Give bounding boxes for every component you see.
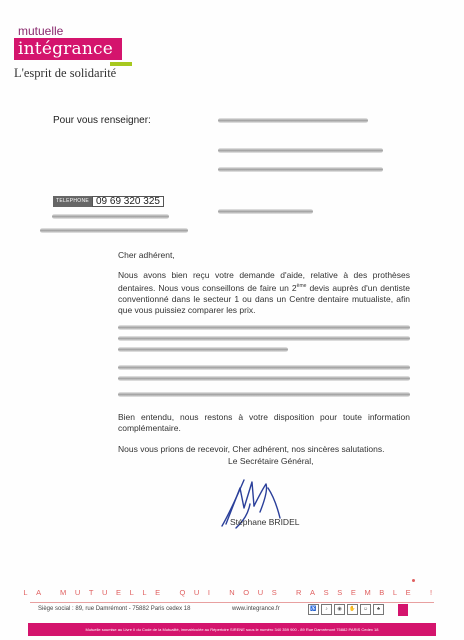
paragraph-3: Nous vous prions de recevoir, Cher adhérent, nos sincères salutations. bbox=[118, 444, 385, 454]
redacted-line bbox=[118, 336, 410, 341]
vision-icon: ◉ bbox=[334, 604, 345, 615]
redacted-line bbox=[218, 148, 383, 153]
paragraph-1-start: Nous avons bien reçu votre demande d'aide, relative à des prothèses dentaires. Nous vous conseillons de faire un 2 bbox=[118, 270, 410, 293]
certification-icon bbox=[398, 604, 408, 616]
footer-divider bbox=[30, 602, 434, 603]
redacted-line bbox=[118, 392, 410, 397]
redacted-line bbox=[118, 347, 288, 352]
logo-tagline: L'esprit de solidarité bbox=[14, 66, 117, 80]
redacted-line bbox=[218, 209, 313, 214]
footer-motto: LA MUTUELLE QUI NOUS RASSEMBLE ! bbox=[23, 588, 441, 597]
ordinal-suffix: ème bbox=[296, 283, 307, 289]
phone-tag: TELEPHONE bbox=[53, 196, 92, 207]
cognitive-icon: ☺ bbox=[360, 604, 371, 615]
redacted-line bbox=[118, 376, 410, 381]
footer-website: www.integrance.fr bbox=[232, 606, 280, 612]
hearing-icon: ♪ bbox=[321, 604, 332, 615]
signatory-title: Le Secrétaire Général, bbox=[228, 456, 314, 466]
info-label: Pour vous renseigner: bbox=[53, 115, 151, 126]
motto-dot bbox=[412, 579, 415, 582]
logo-top-text: mutuelle bbox=[18, 24, 64, 38]
logo-brand: intégrance bbox=[14, 38, 122, 60]
legal-mentions: Mutuelle soumise au Livre II du Code de la Mutualité, immatriculée au Répertoire SIRENE sous le numéro 340 359 900 - 89 Rue Damrémont 75882 PARIS Cedex 18 bbox=[28, 623, 436, 636]
phone-number: 09 69 320 325 bbox=[92, 196, 164, 207]
sign-language-icon: ✋ bbox=[347, 604, 358, 615]
footer-address: Siège social : 89, rue Damrémont - 75882 Paris cedex 18 bbox=[38, 606, 191, 612]
paragraph-1-end: devis auprès d'un dentiste conventionné dans le secteur 1 ou dans un Centre dentaire mutualiste, afin que vous puissiez comparer les prix. bbox=[118, 282, 410, 315]
redacted-line bbox=[118, 325, 410, 330]
signatory-name: Stéphane BRIDEL bbox=[230, 517, 300, 527]
family-icon: ♣ bbox=[373, 604, 384, 615]
phone-block bbox=[53, 196, 164, 207]
redacted-line bbox=[218, 167, 383, 172]
redacted-line bbox=[118, 365, 410, 370]
redacted-line bbox=[218, 118, 368, 123]
accessibility-icon: ♿ bbox=[308, 604, 319, 615]
redacted-line bbox=[52, 214, 169, 219]
footer-accessibility-icons bbox=[308, 604, 384, 615]
redacted-line bbox=[40, 228, 188, 233]
paragraph-2: Bien entendu, nous restons à votre disposition pour toute information complémentaire. bbox=[118, 412, 410, 433]
paragraph-1 bbox=[118, 270, 410, 316]
greeting: Cher adhérent, bbox=[118, 250, 175, 260]
